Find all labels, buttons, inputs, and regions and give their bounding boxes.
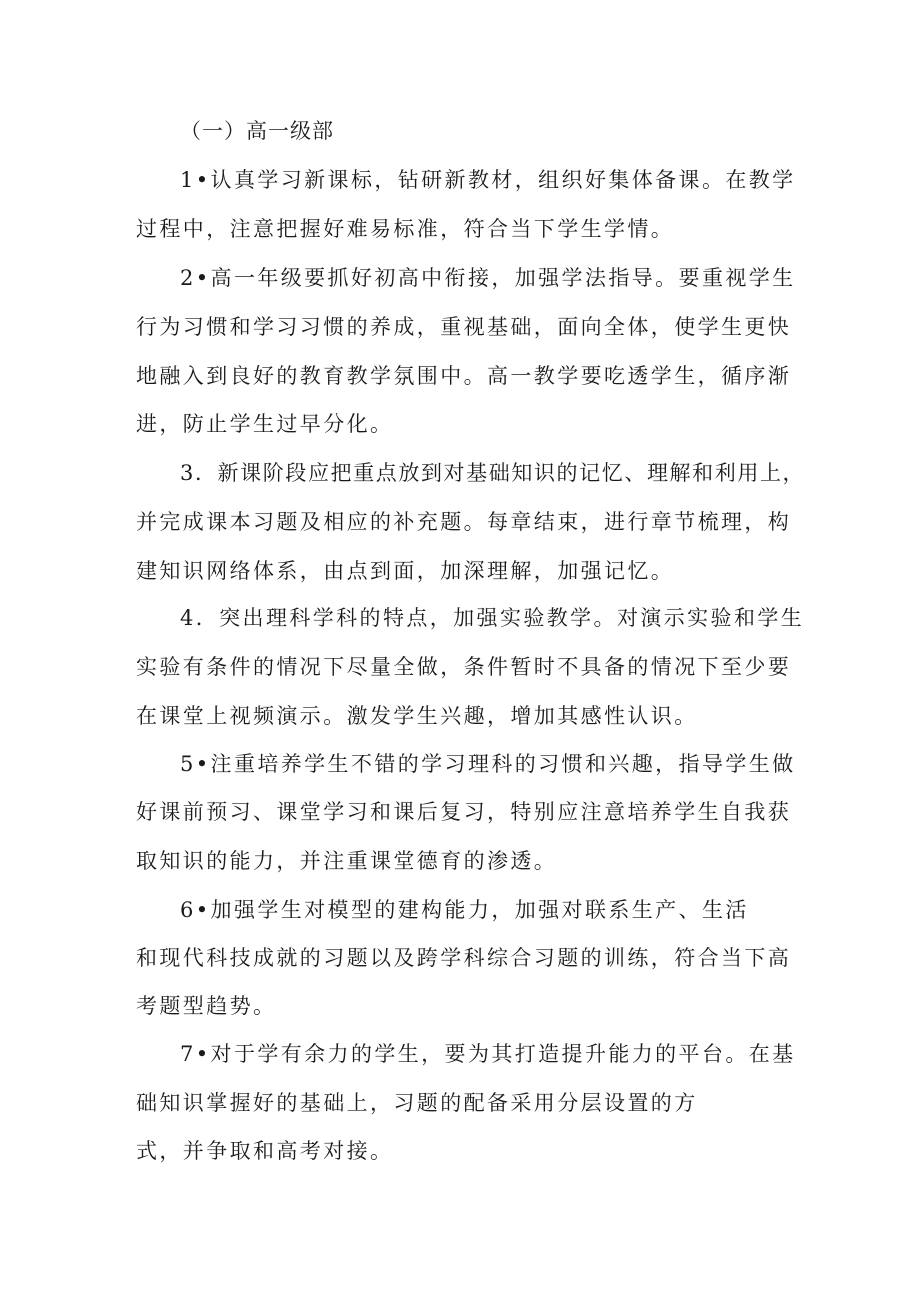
paragraph-3-line-3: 建知识网络体系，由点到面，加深理解，加强记忆。: [136, 559, 675, 583]
paragraph-7-line-3: 式，并争取和高考对接。: [136, 1139, 394, 1163]
paragraph-4-line-1: 4．突出理科学科的特点，加强实验教学。对演示实验和学生: [180, 606, 805, 630]
paragraph-4-line-2: 实验有条件的情况下尽量全做，条件暂时不具备的情况下至少要: [136, 655, 792, 679]
paragraph-3-line-1: 3．新课阶段应把重点放到对基础知识的记忆、理解和利用上，: [180, 461, 806, 485]
paragraph-5-line-3: 取知识的能力，并注重课堂德育的渗透。: [136, 849, 558, 873]
paragraph-1-line-2: 过程中，注意把握好难易标准，符合当下学生学情。: [136, 217, 675, 241]
paragraph-6-line-2: 和现代科技成就的习题以及跨学科综合习题的训练，符合当下高: [136, 946, 792, 970]
paragraph-3-line-2: 并完成课本习题及相应的补充题。每章结束，进行章节梳理，构: [136, 510, 792, 534]
paragraph-2-line-2: 行为习惯和学习习惯的养成，重视基础，面向全体，使学生更快: [136, 315, 792, 339]
paragraph-6-line-1: 6•加强学生对模型的建构能力，加强对联系生产、生活: [180, 898, 749, 922]
paragraph-2-line-4: 进，防止学生过早分化。: [136, 412, 394, 436]
paragraph-4-line-3: 在课堂上视频演示。激发学生兴趣，增加其感性认识。: [136, 704, 698, 728]
paragraph-2-line-1: 2•高一年级要抓好初高中衔接，加强学法指导。要重视学生: [180, 266, 796, 290]
section-heading: （一）高一级部: [180, 119, 334, 143]
paragraph-7-line-1: 7•对于学有余力的学生，要为其打造提升能力的平台。在基: [180, 1042, 796, 1066]
paragraph-5-line-1: 5•注重培养学生不错的学习理科的习惯和兴趣，指导学生做: [180, 752, 796, 776]
paragraph-2-line-3: 地融入到良好的教育教学氛围中。高一教学要吃透学生，循序渐: [136, 364, 792, 388]
paragraph-5-line-2: 好课前预习、课堂学习和课后复习，特别应注意培养学生自我获: [136, 800, 792, 824]
paragraph-6-line-3: 考题型趋势。: [136, 994, 277, 1018]
paragraph-1-line-1: 1•认真学习新课标，钻研新教材，组织好集体备课。在教学: [180, 168, 796, 192]
paragraph-7-line-2: 础知识掌握好的基础上，习题的配备采用分层设置的方: [136, 1091, 698, 1115]
